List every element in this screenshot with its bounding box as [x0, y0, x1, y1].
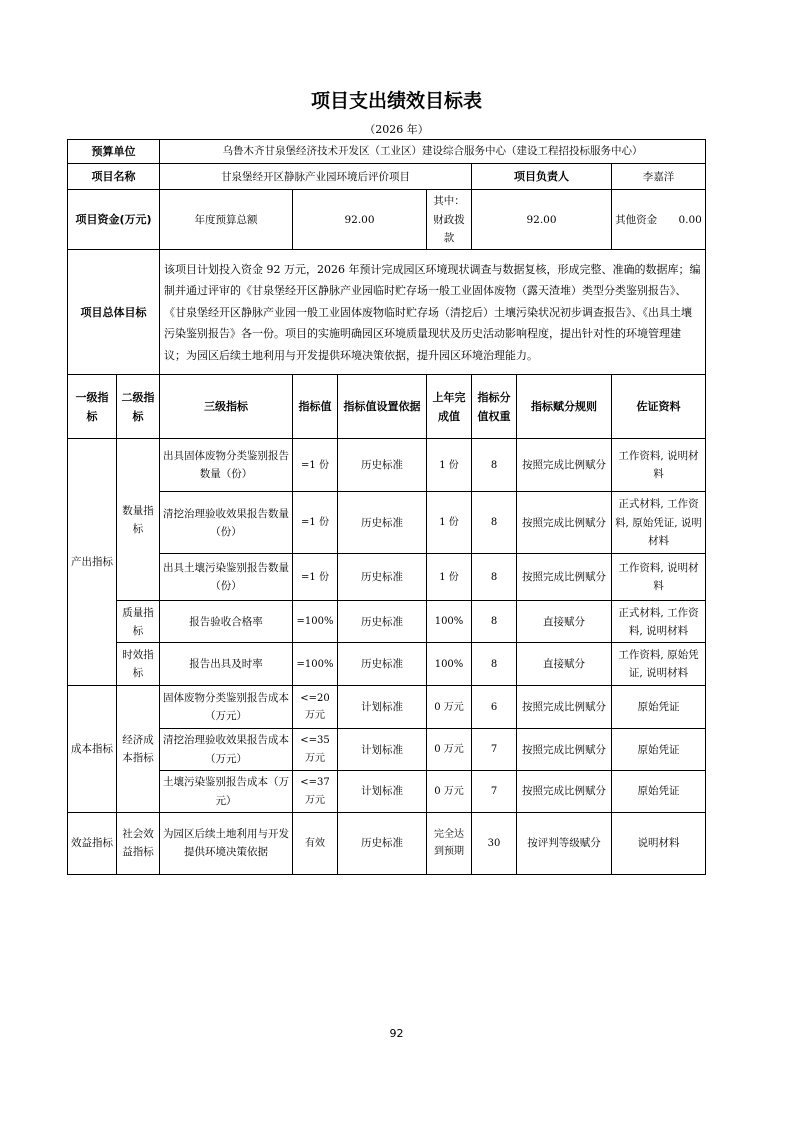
header-basis: 指标值设置依据	[338, 375, 427, 439]
table-row	[68, 729, 706, 771]
project-funds-row	[68, 190, 706, 250]
row-evidence: 工作资料, 原始凭证, 说明材料	[612, 643, 706, 686]
level2-quality: 质量指标	[117, 601, 160, 643]
row-weight: 8	[472, 554, 517, 601]
row-level3: 报告出具及时率	[160, 643, 293, 686]
row-level3: 固体废物分类鉴别报告成本（万元）	[160, 686, 293, 729]
level2-timeliness: 时效指标	[117, 643, 160, 686]
row-rule: 按照完成比例赋分	[517, 492, 612, 554]
row-rule: 按照完成比例赋分	[517, 439, 612, 492]
row-prev: 0 万元	[427, 686, 472, 729]
row-value: =100%	[293, 601, 338, 643]
row-basis: 历史标准	[338, 812, 427, 874]
row-evidence: 正式材料, 工作资料, 原始凭证, 说明材料	[612, 492, 706, 554]
table-row	[68, 686, 706, 729]
project-name-value: 甘泉堡经开区静脉产业园环境后评价项目	[160, 164, 472, 190]
overall-goal-text: 该项目计划投入资金 92 万元，2026 年预计完成园区环境现状调查与数据复核，形成完整、准确的数据库；编制并通过评审的《甘泉堡经开区静脉产业园临时贮存场一般工业固体废物（露天渣堆）类型分类鉴别报告》、《甘泉堡经开区静脉产业园一般工业固体废物临时贮存场（清挖后）土壤污染状况初步调查报告》、《出具土壤污染鉴别报告》各一份。项目的实施明确园区环境质量现状及历史活动影响程度，提出针对性的环境管理建议；为园区后续土地利用与开发提供环境决策依据，提升园区环境治理能力。	[160, 250, 706, 375]
row-rule: 按评判等级赋分	[517, 812, 612, 874]
row-evidence: 原始凭证	[612, 686, 706, 729]
row-weight: 8	[472, 643, 517, 686]
row-level3: 报告验收合格率	[160, 601, 293, 643]
row-value: <=37 万元	[293, 771, 338, 813]
row-basis: 历史标准	[338, 439, 427, 492]
row-rule: 直接赋分	[517, 601, 612, 643]
level2-social: 社会效益指标	[117, 812, 160, 874]
row-basis: 计划标准	[338, 771, 427, 813]
table-row	[68, 492, 706, 554]
row-basis: 历史标准	[338, 554, 427, 601]
header-rule: 指标赋分规则	[517, 375, 612, 439]
row-evidence: 说明材料	[612, 812, 706, 874]
header-weight: 指标分值权重	[472, 375, 517, 439]
level1-benefit: 效益指标	[68, 812, 117, 874]
header-level1: 一级指标	[68, 375, 117, 439]
project-lead-label: 项目负责人	[472, 164, 612, 190]
row-weight: 7	[472, 771, 517, 813]
header-prev: 上年完成值	[427, 375, 472, 439]
level1-output: 产出指标	[68, 439, 117, 686]
year-label: （2026 年）	[364, 123, 429, 136]
project-lead-value: 李嘉洋	[612, 164, 706, 190]
row-evidence: 正式材料, 工作资料, 说明材料	[612, 601, 706, 643]
row-basis: 历史标准	[338, 643, 427, 686]
budget-unit-value: 乌鲁木齐甘泉堡经济技术开发区（工业区）建设综合服务中心（建设工程招投标服务中心）	[160, 140, 706, 164]
row-prev: 1 份	[427, 439, 472, 492]
row-value: =1 份	[293, 439, 338, 492]
row-weight: 8	[472, 439, 517, 492]
header-level3: 三级指标	[160, 375, 293, 439]
annual-total-label: 年度预算总额	[160, 190, 293, 250]
header-value: 指标值	[293, 375, 338, 439]
other-funds-value: 0.00	[678, 213, 702, 226]
row-rule: 按照完成比例赋分	[517, 686, 612, 729]
row-level3: 清挖治理验收效果报告数量（份）	[160, 492, 293, 554]
level1-cost: 成本指标	[68, 686, 117, 813]
row-prev: 完全达到预期	[427, 812, 472, 874]
table-row	[68, 812, 706, 874]
row-prev: 1 份	[427, 554, 472, 601]
row-weight: 8	[472, 601, 517, 643]
table-row	[68, 601, 706, 643]
row-basis: 历史标准	[338, 601, 427, 643]
row-prev: 100%	[427, 643, 472, 686]
overall-goal-label: 项目总体目标	[68, 250, 160, 375]
row-value: 有效	[293, 812, 338, 874]
table-row	[68, 554, 706, 601]
row-level3: 出具土壤污染鉴别报告数量（份）	[160, 554, 293, 601]
project-name-label: 项目名称	[68, 164, 160, 190]
header-evidence: 佐证资料	[612, 375, 706, 439]
row-rule: 按照完成比例赋分	[517, 729, 612, 771]
row-basis: 计划标准	[338, 729, 427, 771]
row-rule: 直接赋分	[517, 643, 612, 686]
fiscal-value: 92.00	[472, 190, 612, 250]
row-weight: 30	[472, 812, 517, 874]
budget-unit-label: 预算单位	[68, 140, 160, 164]
page-title: 项目支出绩效目标表	[310, 90, 482, 112]
row-evidence: 原始凭证	[612, 729, 706, 771]
row-prev: 1 份	[427, 492, 472, 554]
row-basis: 计划标准	[338, 686, 427, 729]
overall-goal-row	[68, 250, 706, 375]
row-weight: 8	[472, 492, 517, 554]
row-value: =1 份	[293, 554, 338, 601]
project-name-row	[68, 164, 706, 190]
table-row	[68, 439, 706, 492]
annual-total-value: 92.00	[293, 190, 427, 250]
header-level2: 二级指标	[117, 375, 160, 439]
row-prev: 0 万元	[427, 771, 472, 813]
row-value: <=35 万元	[293, 729, 338, 771]
row-value: =100%	[293, 643, 338, 686]
row-prev: 100%	[427, 601, 472, 643]
project-funds-label: 项目资金(万元)	[68, 190, 160, 250]
other-funds-cell	[612, 190, 706, 250]
row-basis: 历史标准	[338, 492, 427, 554]
header-row	[68, 375, 706, 439]
table-row	[68, 643, 706, 686]
page-number: 92	[389, 1027, 404, 1040]
row-rule: 按照完成比例赋分	[517, 554, 612, 601]
table-row	[68, 771, 706, 813]
row-level3: 出具固体废物分类鉴别报告数量（份）	[160, 439, 293, 492]
row-value: <=20 万元	[293, 686, 338, 729]
level2-quantity: 数量指标	[117, 439, 160, 601]
budget-unit-row	[68, 140, 706, 164]
row-weight: 6	[472, 686, 517, 729]
fiscal-label: 其中：财政拨款	[427, 190, 472, 250]
row-level3: 土壤污染鉴别报告成本（万元）	[160, 771, 293, 813]
row-prev: 0 万元	[427, 729, 472, 771]
row-rule: 按照完成比例赋分	[517, 771, 612, 813]
row-evidence: 原始凭证	[612, 771, 706, 813]
level2-economic: 经济成本指标	[117, 686, 160, 813]
row-evidence: 工作资料, 说明材料	[612, 439, 706, 492]
other-funds-label: 其他资金	[615, 213, 658, 226]
row-level3: 为园区后续土地利用与开发提供环境决策依据	[160, 812, 293, 874]
row-level3: 清挖治理验收效果报告成本（万元）	[160, 729, 293, 771]
performance-target-table	[67, 139, 706, 875]
row-value: =1 份	[293, 492, 338, 554]
row-weight: 7	[472, 729, 517, 771]
row-evidence: 工作资料, 说明材料	[612, 554, 706, 601]
